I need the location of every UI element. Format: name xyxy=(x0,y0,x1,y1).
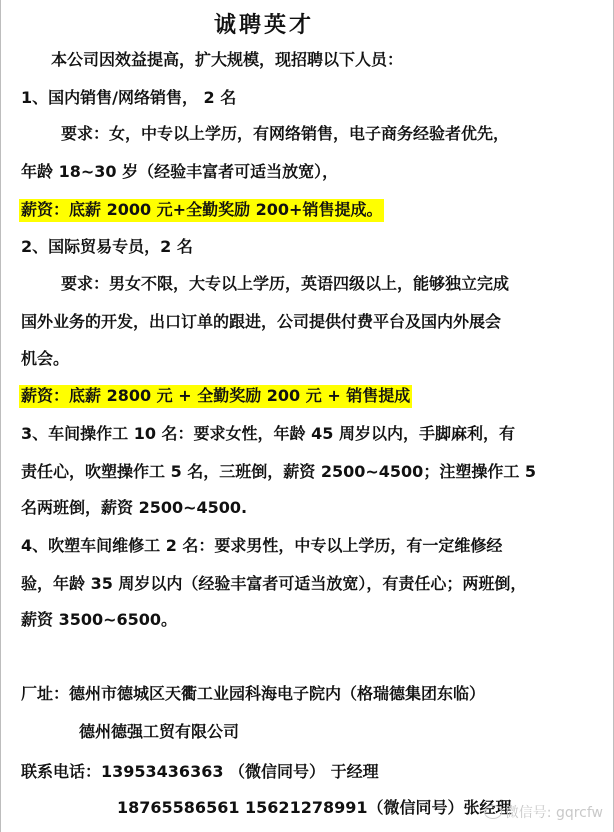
position-1-salary xyxy=(19,200,384,220)
contact-phone-2: 18765586561 15621278991（微信同号）张经理 xyxy=(117,798,512,817)
page-title: 诚聘英才 xyxy=(214,12,315,38)
position-1-req-line-2: 年龄 18~30 岁（经验丰富者可适当放宽）， xyxy=(21,162,339,181)
position-2-heading: 2、国际贸易专员，2 名 xyxy=(21,237,193,256)
position-3-line-2: 责任心，吹塑操作工 5 名，三班倒，薪资 2500~4500；注塑操作工 5 xyxy=(21,462,537,481)
position-4-line-3: 薪资 3500~6500。 xyxy=(21,610,178,629)
contact-phone: 联系电话：13953436363 （微信同号） 于经理 xyxy=(21,762,379,781)
salary-highlight: 薪资：底薪 2800 元 + 全勤奖励 200 元 + 销售提成 xyxy=(19,385,412,408)
company-name: 德州德强工贸有限公司 xyxy=(79,722,240,741)
position-4-line-1: 4、吹塑车间维修工 2 名：要求男性，中专以上学历，有一定维修经 xyxy=(21,536,503,555)
position-1-heading: 1、国内销售/网络销售， 2 名 xyxy=(21,88,237,107)
salary-highlight: 薪资：底薪 2000 元+全勤奖励 200+销售提成。 xyxy=(19,199,384,222)
intro-text: 本公司因效益提高，扩大规模，现招聘以下人员： xyxy=(51,50,404,69)
position-4-line-2: 验，年龄 35 周岁以内（经验丰富者可适当放宽），有责任心；两班倒， xyxy=(21,574,527,593)
position-1-req-line-1: 要求：女，中专以上学历，有网络销售，电子商务经验者优先， xyxy=(61,124,510,143)
wechat-watermark xyxy=(484,802,603,822)
position-3-line-1: 3、车间操作工 10 名：要求女性，年龄 45 周岁以内，手脚麻利，有 xyxy=(21,424,515,443)
watermark-text: 微信号: gqrcfw xyxy=(504,805,603,821)
position-2-salary xyxy=(19,386,412,406)
wechat-icon xyxy=(484,805,502,819)
position-3-line-3: 名两班倒，薪资 2500~4500. xyxy=(21,498,248,517)
position-2-req-line-3: 机会。 xyxy=(21,349,70,368)
position-2-req-line-1: 要求：男女不限，大专以上学历，英语四级以上，能够独立完成 xyxy=(61,274,510,293)
factory-address: 厂址：德州市德城区天衢工业园科海电子院内（格瑞德集团东临） xyxy=(21,684,486,703)
position-2-req-line-2: 国外业务的开发，出口订单的跟进，公司提供付费平台及国内外展会 xyxy=(21,312,502,331)
